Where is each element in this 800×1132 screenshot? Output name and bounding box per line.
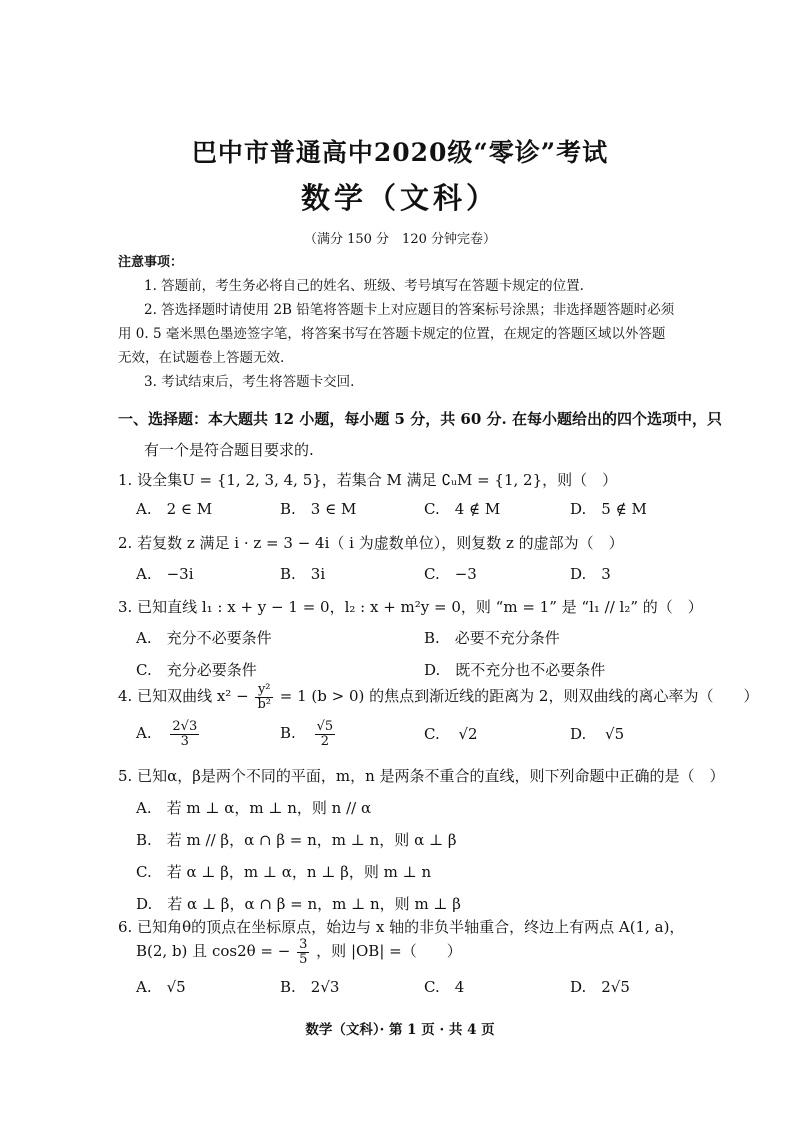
question-6-stem-line1: 6. 已知角θ的顶点在坐标原点，始边与 x 轴的非负半轴重合，终边上有两点 A(1, a)， [118, 918, 685, 936]
q6-option-a: A. √5 [136, 978, 186, 996]
q4-option-d-value: √5 [605, 725, 625, 743]
q4-option-c-value: √2 [458, 725, 478, 743]
q3-option-a: A. 充分不必要条件 [136, 629, 272, 647]
q4-option-a-fraction [170, 720, 199, 748]
q6-stem-part-b: ，则 |OB| =（ ） [316, 942, 462, 961]
q6-option-d: D. 2√5 [570, 978, 630, 996]
q4-stem-part-b: = 1 (b > 0) 的焦点到渐近线的距离为 2，则双曲线的离心率为（ ） [279, 687, 759, 706]
q6-fraction [297, 938, 309, 966]
section-heading-cont: 有一个是符合题目要求的. [144, 441, 314, 459]
question-3-stem: 3. 已知直线 l₁ : x + y − 1 = 0，l₂ : x + m²y = 0，则 “m = 1” 是 “l₁ // l₂” 的（ ） [118, 598, 703, 616]
q6-option-c: C. 4 [424, 978, 465, 996]
question-4-stem [118, 683, 758, 711]
q2-option-b: B. 3i [280, 565, 326, 583]
q4-option-a-denominator: 3 [180, 733, 189, 749]
page-footer: 数学（文科）· 第 1 页 · 共 4 页 [305, 1022, 495, 1038]
question-1-stem: 1. 设全集U = {1, 2, 3, 4, 5}，若集合 M 满足 ∁ᵤM = {1, 2}，则（ ） [118, 471, 618, 489]
q6-fraction-denominator: 5 [299, 951, 308, 967]
q4-option-b-denominator: 2 [320, 733, 329, 749]
exam-subtitle: （满分 150 分 120 分钟完卷） [303, 232, 497, 247]
q3-option-d: D. 既不充分也不必要条件 [424, 661, 606, 679]
q3-option-c: C. 充分必要条件 [136, 661, 257, 679]
q6-option-b: B. 2√3 [280, 978, 340, 996]
notice-line: 2. 答选择题时请使用 2B 铅笔将答题卡上对应题目的答案标号涂黑；非选择题答题时必须 [144, 302, 675, 318]
exam-title: 巴中市普通高中2020级“零诊”考试 [191, 138, 609, 167]
question-2-stem: 2. 若复数 z 满足 i · z = 3 − 4i（ i 为虚数单位），则复数 z 的虚部为（ ） [118, 534, 624, 552]
notice-line: 用 0. 5 毫米黑色墨迹签字笔，将答案书写在答题卡规定的位置，在规定的答题区域以外答题 [118, 326, 666, 342]
q3-option-b: B. 必要不充分条件 [424, 629, 560, 647]
q4-stem-part-a: 4. 已知双曲线 x² − [118, 687, 249, 706]
notice-line: 无效，在试题卷上答题无效. [118, 350, 285, 366]
q4-option-a [136, 720, 201, 748]
q4-fraction-denominator: b² [257, 696, 271, 712]
q5-option-c: C. 若 α ⊥ β，m ⊥ α，n ⊥ β，则 m ⊥ n [136, 863, 432, 881]
q6-fraction-numerator: 3 [299, 937, 308, 952]
q1-option-c: C. 4 ∉ M [424, 500, 501, 518]
q2-option-a: A. −3i [136, 565, 194, 583]
q5-option-b: B. 若 m // β，α ∩ β = n，m ⊥ n，则 α ⊥ β [136, 831, 457, 849]
q2-option-d: D. 3 [570, 565, 611, 583]
notice-line: 1. 答题前，考生务必将自己的姓名、班级、考号填写在答题卡规定的位置. [144, 278, 584, 294]
q4-option-b-numerator: √5 [316, 719, 334, 734]
q2-option-c: C. −3 [424, 565, 477, 583]
q4-option-c-label: C. [424, 725, 440, 743]
question-6-stem-line2 [136, 938, 462, 966]
q5-option-d: D. 若 α ⊥ β，α ∩ β = n，m ⊥ n，则 m ⊥ β [136, 895, 461, 913]
q4-option-b-label: B. [280, 724, 296, 743]
q4-option-b [280, 720, 337, 748]
section-heading: 一、选择题：本大题共 12 小题，每小题 5 分，共 60 分. 在每小题给出的四个选项中，只 [118, 410, 722, 428]
q4-option-d [570, 725, 624, 743]
q4-option-a-label: A. [136, 724, 152, 743]
notice-heading: 注意事项： [118, 255, 184, 270]
q4-option-b-fraction [315, 720, 336, 748]
q4-fraction-numerator: y² [255, 683, 273, 698]
q6-stem-part-a: B(2, b) 且 cos2θ = − [136, 942, 291, 961]
q4-option-d-label: D. [570, 725, 587, 743]
q4-option-a-numerator: 2√3 [172, 719, 198, 734]
q5-option-a: A. 若 m ⊥ α，m ⊥ n，则 n // α [136, 799, 372, 817]
q1-option-a: A. 2 ∈ M [136, 500, 213, 518]
notice-line: 3. 考试结束后，考生将答题卡交回. [144, 374, 355, 390]
q1-option-b: B. 3 ∈ M [280, 500, 357, 518]
q4-option-c [424, 725, 478, 743]
q4-fraction [255, 683, 273, 711]
exam-subject: 数学（文科） [300, 181, 499, 215]
q1-option-d: D. 5 ∉ M [570, 500, 647, 518]
question-5-stem: 5. 已知α，β是两个不同的平面，m，n 是两条不重合的直线，则下列命题中正确的是（ ） [118, 767, 725, 785]
